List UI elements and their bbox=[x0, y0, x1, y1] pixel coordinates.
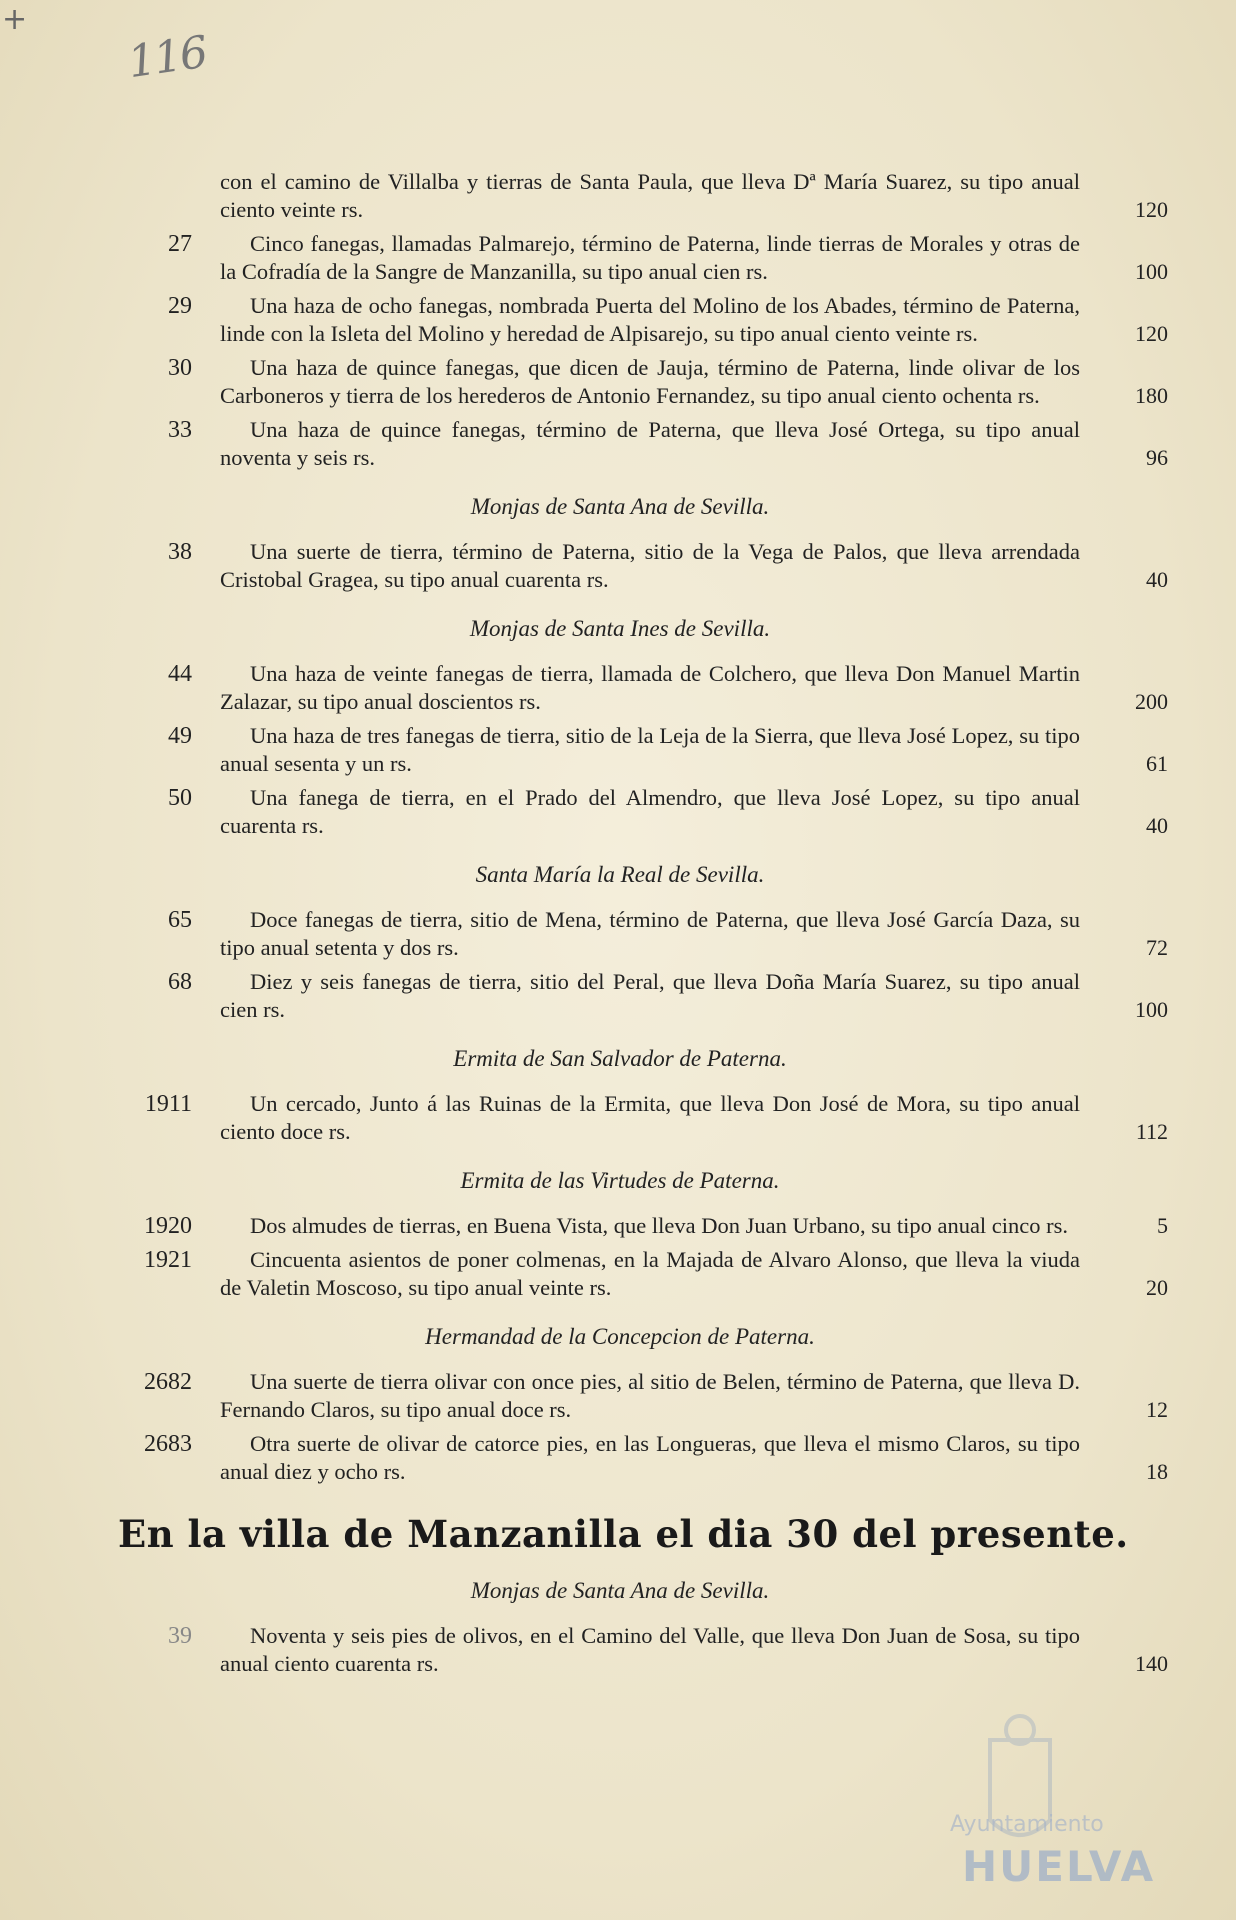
main-heading: En la villa de Manzanilla el dia 30 del presente. bbox=[118, 1512, 1129, 1556]
section-heading: Santa María la Real de Sevilla. bbox=[475, 862, 765, 887]
handwritten-page-number: 116 bbox=[124, 26, 210, 89]
entry-number: 65 bbox=[168, 907, 192, 933]
list-item bbox=[130, 1090, 1170, 1146]
entry-description: Una suerte de tierra olivar con once pies, al sitio de Belen, término de Paterna, que lleva D. Fernando Claros, su tipo anual doce rs. bbox=[220, 1369, 1080, 1422]
list-item bbox=[130, 354, 1170, 410]
entry-amount: 40 bbox=[1146, 813, 1168, 838]
list-item bbox=[130, 292, 1170, 348]
entry-amount: 5 bbox=[1157, 1213, 1168, 1238]
list-item bbox=[130, 416, 1170, 472]
section-heading: Ermita de las Virtudes de Paterna. bbox=[460, 1168, 780, 1193]
entry-amount: 72 bbox=[1146, 935, 1168, 960]
entries-group bbox=[130, 1622, 1170, 1678]
list-item bbox=[130, 968, 1170, 1024]
section-heading: Monjas de Santa Ines de Sevilla. bbox=[469, 616, 771, 641]
section-heading: Ermita de San Salvador de Paterna. bbox=[453, 1046, 787, 1071]
entry-description: Una haza de quince fanegas, término de Paterna, que lleva José Ortega, su tipo anual noventa y seis rs. bbox=[220, 417, 1080, 470]
list-item bbox=[130, 906, 1170, 962]
entry-number: 30 bbox=[168, 355, 192, 381]
list-item bbox=[130, 1430, 1170, 1486]
list-item bbox=[130, 1212, 1170, 1240]
entries-group bbox=[130, 1212, 1170, 1302]
entry-number: 39 bbox=[168, 1623, 192, 1649]
entry-description: Doce fanegas de tierra, sitio de Mena, término de Paterna, que lleva José García Daza, su tipo anual setenta y dos rs. bbox=[220, 907, 1080, 960]
document-content bbox=[118, 168, 1170, 1678]
entry-description: Una haza de quince fanegas, que dicen de Jauja, término de Paterna, linde olivar de los Carboneros y tierra de los herederos de Antonio Fernandez, su tipo anual ciento ochenta rs. bbox=[220, 355, 1080, 408]
entry-number: 49 bbox=[168, 723, 192, 749]
entry-amount: 120 bbox=[1135, 197, 1168, 222]
entry-description: Otra suerte de olivar de catorce pies, en las Longueras, que lleva el mismo Claros, su tipo anual diez y ocho rs. bbox=[220, 1431, 1080, 1484]
watermark-title: HUELVA bbox=[962, 1842, 1156, 1891]
section-heading: Monjas de Santa Ana de Sevilla. bbox=[470, 494, 770, 519]
entry-number: 1920 bbox=[144, 1213, 192, 1239]
watermark-subtitle: Ayuntamiento bbox=[950, 1812, 1104, 1837]
entry-number: 44 bbox=[168, 661, 192, 687]
entry-description: Noventa y seis pies de olivos, en el Camino del Valle, que lleva Don Juan de Sosa, su tipo anual ciento cuarenta rs. bbox=[220, 1623, 1080, 1676]
entry-description: Una fanega de tierra, en el Prado del Almendro, que lleva José Lopez, su tipo anual cuarenta rs. bbox=[220, 785, 1080, 838]
entry-amount: 180 bbox=[1135, 383, 1168, 408]
entry-number: 38 bbox=[168, 539, 192, 565]
entry-number: 2683 bbox=[144, 1431, 192, 1457]
entry-amount: 112 bbox=[1135, 1119, 1168, 1144]
entry-amount: 200 bbox=[1135, 689, 1168, 714]
entry-description: con el camino de Villalba y tierras de Santa Paula, que lleva Dª María Suarez, su tipo anual ciento veinte rs. bbox=[220, 169, 1080, 222]
entry-number: 1921 bbox=[144, 1247, 192, 1273]
entry-number: 2682 bbox=[144, 1369, 192, 1395]
entry-number: 29 bbox=[168, 293, 192, 319]
entry-amount: 96 bbox=[1146, 445, 1168, 470]
entry-description: Dos almudes de tierras, en Buena Vista, que lleva Don Juan Urbano, su tipo anual cinco rs. bbox=[250, 1213, 1069, 1238]
list-item bbox=[130, 722, 1170, 778]
list-item bbox=[130, 660, 1170, 716]
list-item bbox=[130, 168, 1170, 224]
entry-description: Diez y seis fanegas de tierra, sitio del Peral, que lleva Doña María Suarez, su tipo anual cien rs. bbox=[220, 969, 1080, 1022]
entry-amount: 140 bbox=[1135, 1651, 1168, 1676]
section-heading: Monjas de Santa Ana de Sevilla. bbox=[470, 1578, 770, 1603]
list-item bbox=[130, 1368, 1170, 1424]
section-heading: Hermandad de la Concepcion de Paterna. bbox=[425, 1324, 815, 1349]
entry-description: Una haza de ocho fanegas, nombrada Puerta del Molino de los Abades, término de Paterna, linde con la Isleta del Molino y heredad de Alpisarejo, su tipo anual ciento veinte rs. bbox=[220, 293, 1080, 346]
entry-number: 1911 bbox=[144, 1091, 192, 1117]
entry-amount: 40 bbox=[1146, 567, 1168, 592]
entry-description: Una haza de tres fanegas de tierra, sitio de la Leja de la Sierra, que lleva José Lopez, su tipo anual sesenta y un rs. bbox=[220, 723, 1080, 776]
entries-group bbox=[130, 1090, 1170, 1146]
entry-number: 50 bbox=[168, 785, 192, 811]
entry-amount: 120 bbox=[1135, 321, 1168, 346]
entry-number bbox=[130, 168, 220, 224]
entries-group bbox=[130, 906, 1170, 1024]
entries-group bbox=[130, 538, 1170, 594]
entry-number: 33 bbox=[168, 417, 192, 443]
list-item bbox=[130, 784, 1170, 840]
entry-description: Cincuenta asientos de poner colmenas, en la Majada de Alvaro Alonso, que lleva la viuda de Valetin Moscoso, su tipo anual veinte rs. bbox=[220, 1247, 1080, 1300]
entry-amount: 100 bbox=[1135, 997, 1168, 1022]
entry-number: 27 bbox=[168, 231, 192, 257]
entry-description: Una suerte de tierra, término de Paterna, sitio de la Vega de Palos, que lleva arrendada Cristobal Gragea, su tipo anual cuarenta rs. bbox=[220, 539, 1080, 592]
list-item bbox=[130, 538, 1170, 594]
entry-amount: 100 bbox=[1135, 259, 1168, 284]
entry-number: 68 bbox=[168, 969, 192, 995]
entry-amount: 20 bbox=[1146, 1275, 1168, 1300]
entry-amount: 18 bbox=[1146, 1459, 1168, 1484]
entries-group bbox=[130, 660, 1170, 840]
entry-description: Un cercado, Junto á las Ruinas de la Ermita, que lleva Don José de Mora, su tipo anual ciento doce rs. bbox=[220, 1091, 1080, 1144]
list-item bbox=[130, 230, 1170, 286]
list-item bbox=[130, 1246, 1170, 1302]
corner-mark: + bbox=[2, 2, 28, 37]
entries-group bbox=[130, 168, 1170, 472]
entries-group bbox=[130, 1368, 1170, 1486]
entry-amount: 61 bbox=[1146, 751, 1168, 776]
entry-description: Una haza de veinte fanegas de tierra, llamada de Colchero, que lleva Don Manuel Martin Zalazar, su tipo anual doscientos rs. bbox=[220, 661, 1080, 714]
list-item bbox=[130, 1622, 1170, 1678]
entry-amount: 12 bbox=[1146, 1397, 1168, 1422]
entry-description: Cinco fanegas, llamadas Palmarejo, término de Paterna, linde tierras de Morales y otras de la Cofradía de la Sangre de Manzanilla, su tipo anual cien rs. bbox=[220, 231, 1080, 284]
